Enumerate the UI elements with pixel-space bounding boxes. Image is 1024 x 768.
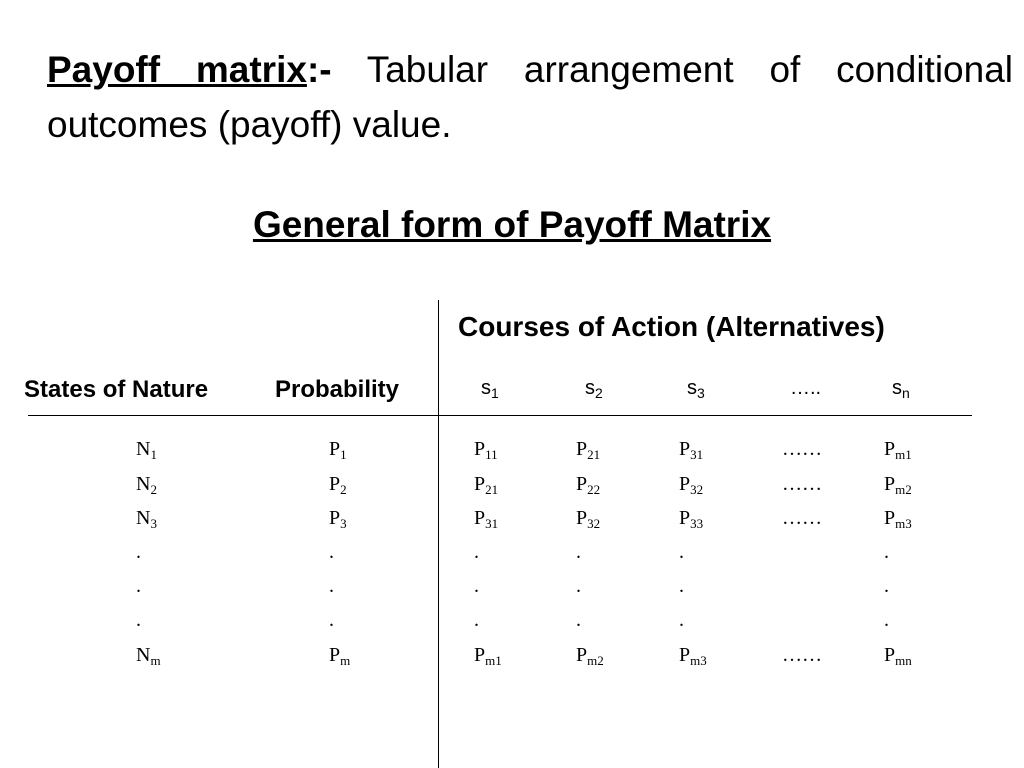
payoff-cell-subscript: 21 [485, 482, 499, 497]
payoff-cell-symbol: . [679, 575, 684, 597]
payoff-cell-symbol: . [474, 575, 479, 597]
payoff-cell-subscript: m1 [485, 653, 502, 668]
probability-value-symbol: . [329, 575, 334, 597]
payoff-cell-symbol: . [576, 541, 581, 563]
state-of-nature-symbol: . [136, 541, 141, 563]
courses-of-action-title: Courses of Action (Alternatives) [458, 311, 885, 342]
header-rule [28, 415, 972, 416]
payoff-cell-symbol: P [576, 473, 588, 495]
payoff-cell [782, 472, 822, 496]
alternative-header-subscript: 2 [595, 385, 603, 401]
payoff-cell [884, 437, 912, 461]
probability-value-symbol: . [329, 609, 334, 631]
probability-value-subscript: 3 [340, 516, 347, 531]
payoff-cell-symbol: …… [782, 644, 822, 666]
payoff-cell [884, 574, 889, 598]
payoff-cell-subscript: 21 [587, 447, 601, 462]
payoff-cell [474, 608, 479, 632]
payoff-cell-symbol: P [474, 438, 486, 460]
payoff-cell-symbol: …… [782, 473, 822, 495]
probability-value-subscript: 1 [340, 447, 347, 462]
state-of-nature [136, 643, 161, 667]
payoff-cell [884, 608, 889, 632]
payoff-cell-subscript: m2 [587, 653, 604, 668]
state-of-nature [136, 472, 157, 496]
payoff-cell-symbol: . [884, 609, 889, 631]
alternative-header [790, 377, 821, 400]
payoff-cell [884, 506, 912, 530]
state-of-nature [136, 574, 141, 598]
payoff-cell-symbol: . [884, 575, 889, 597]
vertical-divider [438, 300, 439, 768]
payoff-cell-subscript: m1 [895, 447, 912, 462]
payoff-cell-symbol: P [679, 438, 691, 460]
alternative-header-symbol: s [892, 377, 902, 399]
payoff-cell-subscript: m3 [895, 516, 912, 531]
payoff-cell-symbol: P [474, 644, 486, 666]
payoff-cell-symbol: P [679, 507, 691, 529]
alternative-header-subscript: 1 [491, 385, 499, 401]
probability-value [329, 540, 334, 564]
page-heading: General form of Payoff Matrix [252, 204, 772, 245]
alternative-header-subscript: 3 [697, 385, 705, 401]
alternative-header-symbol: s [481, 377, 491, 399]
payoff-cell-symbol: P [884, 473, 896, 495]
probability-value [329, 608, 334, 632]
payoff-cell-subscript: mn [895, 653, 912, 668]
payoff-cell-symbol: . [576, 575, 581, 597]
probability-value-symbol: P [329, 507, 341, 529]
payoff-cell-symbol: . [474, 609, 479, 631]
payoff-cell-symbol: P [884, 644, 896, 666]
alternative-header-subscript: n [902, 385, 910, 401]
probability-value-symbol: P [329, 438, 341, 460]
payoff-cell [679, 472, 703, 496]
payoff-cell [679, 437, 703, 461]
state-of-nature-symbol: . [136, 575, 141, 597]
probability-value-symbol: . [329, 541, 334, 563]
payoff-cell [474, 472, 498, 496]
state-of-nature-subscript: 2 [150, 482, 157, 497]
payoff-cell-symbol: …… [782, 507, 822, 529]
alternative-header-symbol: ….. [790, 377, 822, 399]
payoff-cell-symbol: . [679, 541, 684, 563]
probability-value-subscript: m [340, 653, 351, 668]
probability-value-symbol: P [329, 644, 341, 666]
states-of-nature-header: States of Nature [24, 376, 209, 403]
probability-value-symbol: P [329, 473, 341, 495]
payoff-cell-symbol: P [474, 507, 486, 529]
payoff-cell [474, 437, 498, 461]
payoff-cell [474, 643, 502, 667]
alternative-header [585, 377, 603, 401]
payoff-cell-symbol: . [884, 541, 889, 563]
payoff-cell [884, 540, 889, 564]
alternative-header-symbol: s [687, 377, 697, 399]
payoff-cell [474, 506, 498, 530]
payoff-cell-subscript: m3 [690, 653, 707, 668]
payoff-cell [576, 540, 581, 564]
payoff-cell-subscript: 22 [587, 482, 601, 497]
state-of-nature-symbol: N [136, 507, 151, 529]
payoff-cell-subscript: 33 [690, 516, 704, 531]
alternative-header [892, 377, 910, 401]
payoff-cell [576, 643, 604, 667]
payoff-cell-symbol: . [474, 541, 479, 563]
probability-value [329, 472, 347, 496]
payoff-cell-subscript: 31 [485, 516, 499, 531]
payoff-cell [679, 608, 684, 632]
definition-term: Payoff matrix [47, 49, 307, 90]
payoff-cell [576, 506, 600, 530]
payoff-cell [782, 643, 822, 667]
payoff-cell [782, 506, 822, 530]
payoff-cell-symbol: P [576, 438, 588, 460]
payoff-cell-symbol: P [884, 438, 896, 460]
state-of-nature [136, 437, 157, 461]
payoff-cell-symbol: P [679, 473, 691, 495]
payoff-cell [474, 574, 479, 598]
payoff-cell-symbol: P [474, 473, 486, 495]
payoff-cell-subscript: 31 [690, 447, 704, 462]
alternative-header [687, 377, 705, 401]
payoff-cell [679, 506, 703, 530]
payoff-cell [679, 574, 684, 598]
payoff-cell [474, 540, 479, 564]
probability-value-subscript: 2 [340, 482, 347, 497]
payoff-cell [782, 437, 822, 461]
state-of-nature [136, 540, 141, 564]
payoff-cell-subscript: 32 [587, 516, 601, 531]
payoff-cell-symbol: P [884, 507, 896, 529]
state-of-nature-subscript: 3 [150, 516, 157, 531]
payoff-cell-symbol: . [576, 609, 581, 631]
payoff-cell-symbol: . [679, 609, 684, 631]
payoff-cell [576, 472, 600, 496]
state-of-nature [136, 608, 141, 632]
payoff-cell-subscript: 11 [485, 447, 498, 462]
definition-paragraph [47, 42, 1013, 152]
payoff-cell [576, 437, 600, 461]
state-of-nature-symbol: N [136, 644, 151, 666]
state-of-nature-symbol: . [136, 609, 141, 631]
definition-text: Tabular arrangement of conditional outcomes (payoff) value. [47, 49, 1013, 145]
payoff-cell [884, 643, 912, 667]
state-of-nature-symbol: N [136, 438, 151, 460]
probability-value [329, 506, 347, 530]
payoff-cell-subscript: m2 [895, 482, 912, 497]
probability-header: Probability [275, 376, 400, 403]
payoff-cell [884, 472, 912, 496]
payoff-cell-symbol: P [576, 644, 588, 666]
alternative-header-symbol: s [585, 377, 595, 399]
payoff-cell-subscript: 32 [690, 482, 704, 497]
alternative-header [481, 377, 499, 401]
state-of-nature-symbol: N [136, 473, 151, 495]
probability-value [329, 574, 334, 598]
state-of-nature-subscript: m [150, 653, 161, 668]
state-of-nature [136, 506, 157, 530]
payoff-cell [576, 608, 581, 632]
payoff-cell-symbol: P [679, 644, 691, 666]
payoff-cell-symbol: P [576, 507, 588, 529]
definition-separator: :- [306, 49, 332, 90]
payoff-cell [679, 540, 684, 564]
probability-value [329, 643, 350, 667]
payoff-cell [679, 643, 707, 667]
payoff-cell [576, 574, 581, 598]
probability-value [329, 437, 347, 461]
state-of-nature-subscript: 1 [150, 447, 157, 462]
payoff-cell-symbol: …… [782, 438, 822, 460]
